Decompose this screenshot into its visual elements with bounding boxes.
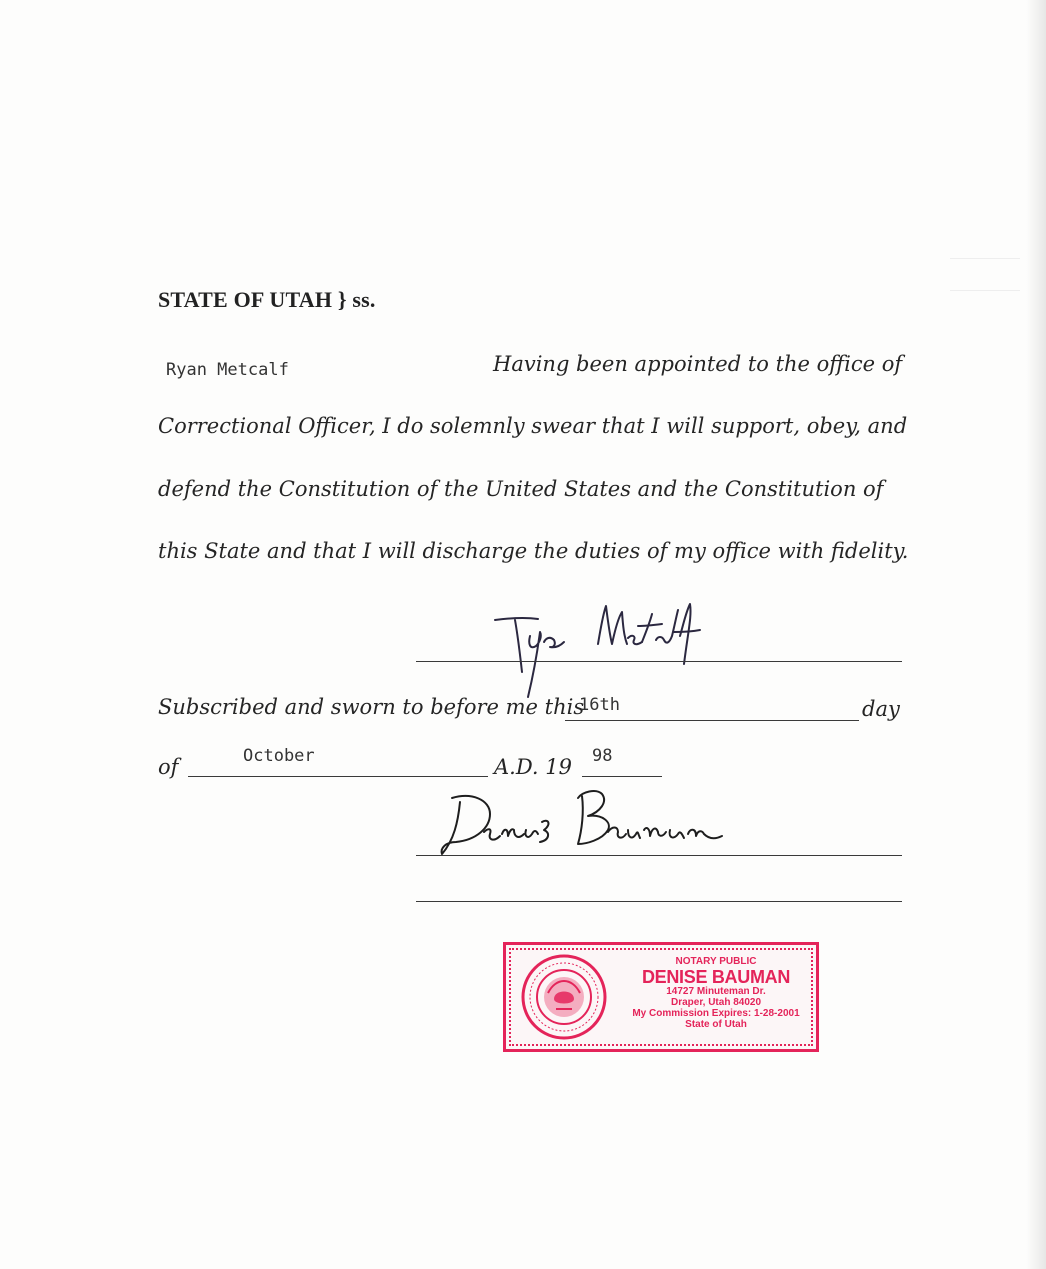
page-edge-shadow <box>1026 0 1046 1269</box>
day-line <box>565 720 859 721</box>
stamp-notary-name: DENISE BAUMAN <box>641 966 791 987</box>
month-line <box>188 776 488 777</box>
state-seal-icon <box>520 953 608 1041</box>
oath-line-4: this State and that I will discharge the duties of my office with fidelity. <box>158 539 909 563</box>
stamp-state: State of Utah <box>685 1018 747 1030</box>
bleed-through-mark <box>950 290 1020 291</box>
ad-label: A.D. 19 <box>494 755 573 779</box>
affiant-signature <box>470 592 720 710</box>
day-value: 16th <box>579 695 620 715</box>
notary-title-line <box>416 901 902 902</box>
stamp-commission: My Commission Expires: 1-28-2001 <box>632 1007 800 1019</box>
year-line <box>582 776 662 777</box>
notary-signature-line <box>416 855 902 856</box>
stamp-address-line1: 14727 Minuteman Dr. <box>666 986 766 998</box>
year-value: 98 <box>592 746 613 766</box>
stamp-title: NOTARY PUBLIC <box>675 956 757 967</box>
subscribed-label: Subscribed and sworn to before me this <box>158 695 585 719</box>
notary-signature <box>432 782 762 860</box>
month-value: October <box>243 746 315 766</box>
affiant-signature-line <box>416 661 902 662</box>
bleed-through-mark <box>950 258 1020 259</box>
of-label: of <box>158 755 179 779</box>
stamp-text-block <box>618 957 814 1030</box>
stamp-address-line2: Draper, Utah 84020 <box>670 997 762 1009</box>
day-label: day <box>862 697 900 721</box>
affiant-name-typed: Ryan Metcalf <box>166 360 289 380</box>
oath-line-3: defend the Constitution of the United States and the Constitution of <box>158 477 884 501</box>
notary-stamp <box>503 942 819 1052</box>
venue-heading: STATE OF UTAH } ss. <box>158 287 376 312</box>
oath-line-1: Having been appointed to the office of <box>493 352 903 376</box>
oath-line-2: Correctional Officer, I do solemnly swear that I will support, obey, and <box>158 414 908 438</box>
